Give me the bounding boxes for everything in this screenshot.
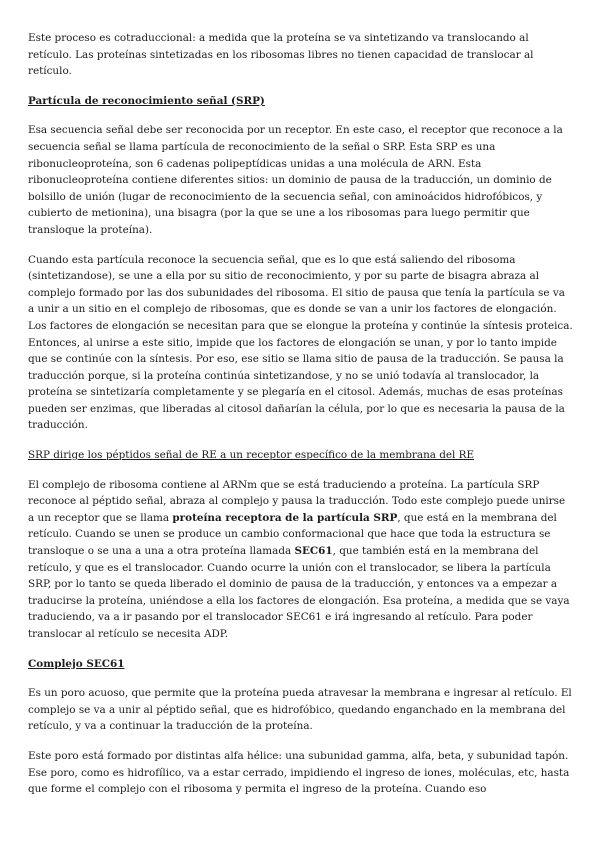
sec61-paragraph-2: Este poro está formado por distintas alfa hélice: una subunidad gamma, alfa, beta, y subunidad tapón. Ese poro, como es hidrofílico, va a estar cerrado, impidiendo el ingreso de iones, moléculas, etc, hasta que forme el complejo con el ribosoma y permita el ingreso de la proteína. Cuando eso	[28, 749, 570, 796]
sec61-term: SEC61	[294, 545, 333, 558]
srp-paragraph-2: Cuando esta partícula reconoce la secuencia señal, que es lo que está saliendo del ribosoma (sintetizandose), se une a ella por su sitio de reconocimiento, y por su parte de bisagra abraza al complejo formado por las dos subunidades del ribosoma. El sitio de pausa que tenía la partícula se va a unir a un sitio en el complejo de ribosomas, que es donde se van a unir los factores de elongación. Los factores de elongación se necesitan para que se elongue la proteína y continúe la síntesis proteica. Entonces, al unirse a este sitio, impide que los factores de elongación se unan, y por lo tanto impide que se continúe con la síntesis. Por eso, ese sitio se llama sitio de pausa de la traducción. Se pausa la traducción porque, si la proteína continúa sintetizandose, y no se unió todavía al translocador, la proteína se sintetizaría completamente y se plegaría en el citosol. Además, muchas de esas proteínas pueden ser enzimas, que liberadas al citosol dañarían la célula, por lo que es necesaria la pausa de la traducción.	[28, 253, 573, 432]
sec61-heading: Complejo SEC61	[28, 657, 125, 670]
srp-receptor-text-a: El complejo de ribosoma contiene al ARNm que se está traduciendo a proteína. La partícula SRP reconoce al péptido señal, abraza al complejo y pausa la traducción. Todo este complejo puede unirse a un receptor que se llama	[28, 478, 566, 524]
srp-receptor-heading: SRP dirige los péptidos señal de RE a un receptor específico de la membrana del RE	[28, 449, 475, 462]
srp-paragraph-1: Esa secuencia señal debe ser reconocida por un receptor. En este caso, el receptor que reconoce a la secuencia señal se llama partícula de reconocimiento de la señal o SRP. Esta SRP es una ribonucleoproteína, son 6 cadenas polipeptídicas unidas a una molécula de ARN. Esta ribonucleoproteína contiene diferentes sitios: un dominio de pausa de la traducción, un dominio de bolsillo de unión (lugar de reconocimiento de la secuencia señal, con aminoácidos hidrofóbicos, y cubierto de metionina), una bisagra (por la que se une a los ribosomas para luego permitir que transloque la proteína).	[28, 124, 563, 236]
receptor-protein-term: proteína receptora de la partícula SRP	[172, 511, 398, 524]
srp-receptor-paragraph	[28, 477, 574, 643]
srp-receptor-text-c: , que también está en la membrana del retículo, y que es el translocador. Cuando ocurre la unión con el translocador, se libera la partícula SRP, por lo tanto se queda liberado el dominio de pausa de la traducción, y entonces va a empezar a traducirse la proteína, uniéndose a ella los factores de elongación. Esa proteína, a medida que se vaya traduciendo, va a ir pasando por el translocador SEC61 e irá ingresando al retículo. Para poder translocar al retículo se necesita ADP.	[28, 545, 570, 640]
srp-receptor-text-b: , que está en la membrana del retículo. Cuando se unen se produce un cambio conformacional que hace que toda la estructura se transloque o se una a una a otra proteína llamada	[28, 511, 557, 558]
intro-paragraph: Este proceso es cotraduccional: a medida que la proteína se va sintetizando va translocando al retículo. Las proteínas sintetizadas en los ribosomas libres no tienen capacidad de translocar al retículo.	[28, 32, 534, 78]
sec61-paragraph-1: Es un poro acuoso, que permite que la proteína pueda atravesar la membrana e ingresar al retículo. El complejo se va a unir al péptido señal, que es hidrofóbico, quedando enganchado en la membrana del retículo, y va a continuar la traducción de la proteína.	[28, 687, 572, 733]
srp-heading: Partícula de reconocimiento señal (SRP)	[28, 94, 265, 107]
